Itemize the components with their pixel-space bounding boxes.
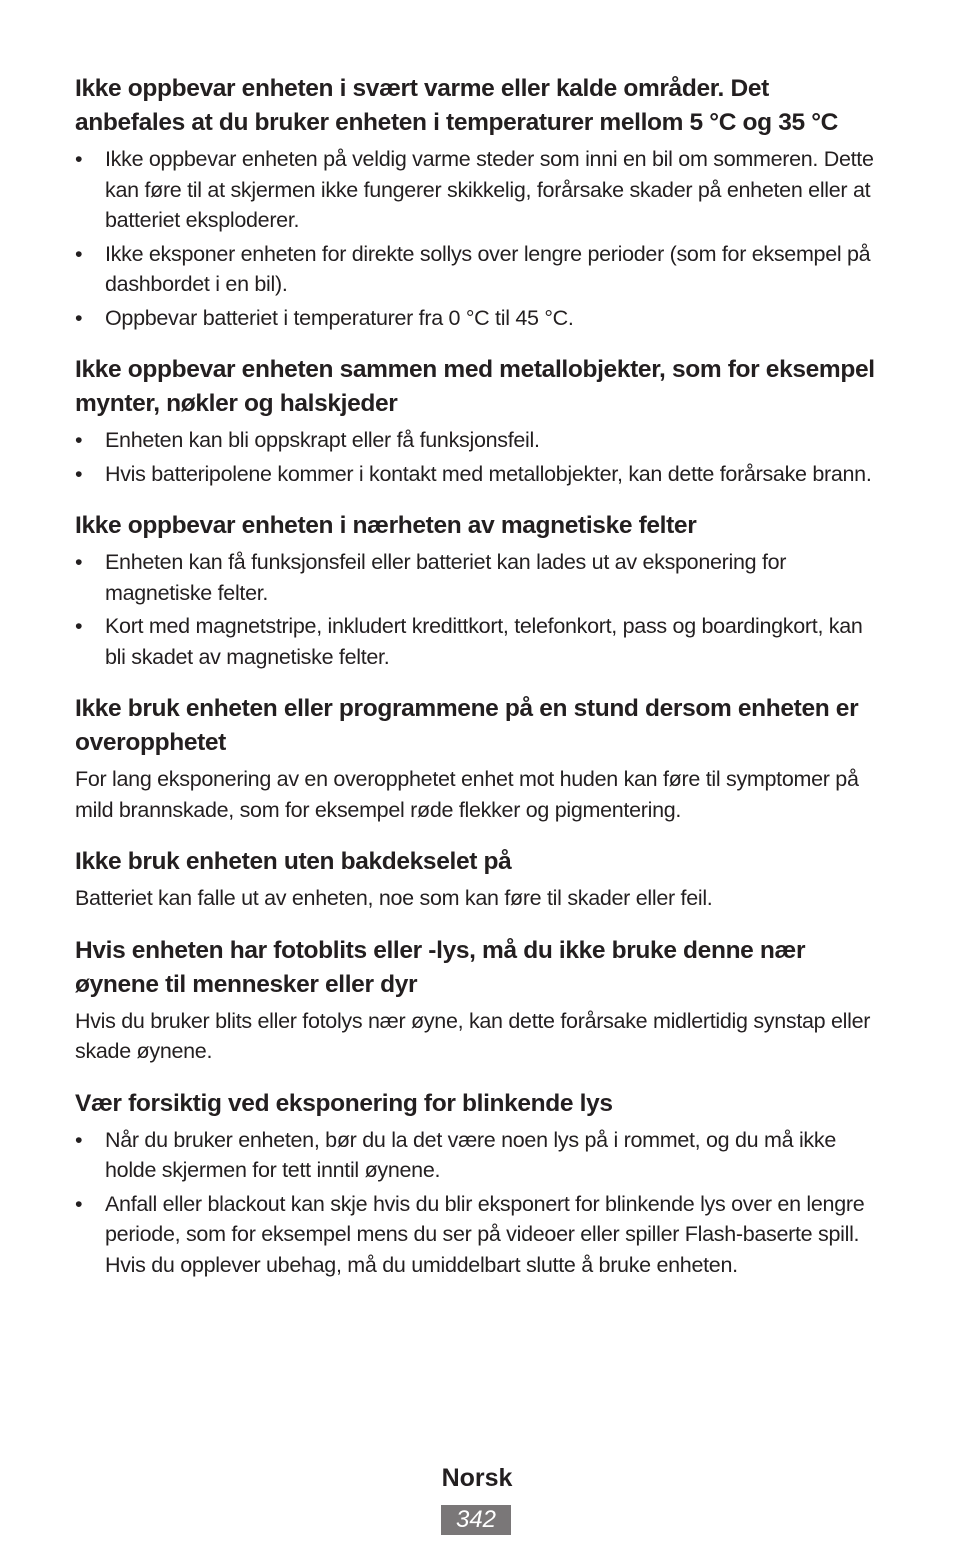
section-flash <box>75 934 875 1067</box>
section-body: Hvis du bruker blits eller fotolys nær øyne, kan dette forårsake midlertidig synstap eller skade øynene. <box>75 1008 871 1063</box>
list-item: • Anfall eller blackout kan skje hvis du blir eksponert for blinkende lys over en lengre periode, som for eksempel mens du ser på videoer eller spiller Flash-baserte spill. Hvis du opplever ubehag, må du umiddelbart slutte å bruke enheten. <box>75 1189 875 1281</box>
bullet-list <box>75 425 875 489</box>
bullet-icon: • <box>75 147 83 171</box>
bullet-list <box>75 144 875 333</box>
section-back-cover <box>75 845 875 914</box>
list-item: • Oppbevar batteriet i temperaturer fra 0 °C til 45 °C. <box>75 303 875 334</box>
bullet-icon: • <box>75 1191 83 1216</box>
section-temperature <box>75 72 875 333</box>
document-body <box>75 72 875 1283</box>
page-number-badge: 342 <box>441 1505 511 1535</box>
section-heading: Ikke oppbevar enheten sammen med metallobjekter, som for eksempel mynter, nøkler og halskjeder <box>75 356 875 417</box>
list-item: • Enheten kan få funksjonsfeil eller batteriet kan lades ut av eksponering for magnetiske felter. <box>75 547 875 608</box>
section-body: Batteriet kan falle ut av enheten, noe som kan føre til skader eller feil. <box>75 886 713 910</box>
list-item: • Når du bruker enheten, bør du la det være noen lys på i rommet, og du må ikke holde skjermen for tett inntil øynene. <box>75 1125 875 1186</box>
section-heading: Ikke bruk enheten uten bakdekselet på <box>75 848 512 875</box>
list-item: • Enheten kan bli oppskrapt eller få funksjonsfeil. <box>75 425 875 456</box>
section-heading: Hvis enheten har fotoblits eller -lys, må du ikke bruke denne nær øynene til mennesker eller dyr <box>75 936 806 998</box>
bullet-list <box>75 1125 875 1281</box>
bullet-icon: • <box>75 614 83 638</box>
bullet-icon: • <box>75 428 83 452</box>
bullet-icon: • <box>75 1127 83 1152</box>
list-item: • Hvis batteripolene kommer i kontakt med metallobjekter, kan dette forårsake brann. <box>75 459 875 490</box>
section-heading: Ikke bruk enheten eller programmene på en stund dersom enheten er overopphetet <box>75 695 859 756</box>
footer-language: Norsk <box>441 1464 513 1492</box>
section-blinking-lights <box>75 1087 875 1281</box>
bullet-icon: • <box>75 550 83 574</box>
section-magnetic-fields <box>75 509 875 672</box>
bullet-icon: • <box>75 461 83 486</box>
bullet-icon: • <box>75 241 83 266</box>
section-heading: Ikke oppbevar enheten i nærheten av magnetiske felter <box>75 512 697 539</box>
section-metal-objects <box>75 353 875 489</box>
bullet-list <box>75 547 875 672</box>
section-heading: Ikke oppbevar enheten i svært varme eller kalde områder. Det anbefales at du bruker enheten i temperaturer mellom 5 °C og 35 °C <box>75 75 839 136</box>
list-item: • Ikke eksponer enheten for direkte sollys over lengre perioder (som for eksempel på dashbordet i en bil). <box>75 239 875 300</box>
list-item: • Kort med magnetstripe, inkludert kredittkort, telefonkort, pass og boardingkort, kan bli skadet av magnetiske felter. <box>75 611 875 672</box>
section-heading: Vær forsiktig ved eksponering for blinkende lys <box>75 1089 613 1117</box>
section-body: For lang eksponering av en overopphetet enhet mot huden kan føre til symptomer på mild brannskade, som for eksempel røde flekker og pigmentering. <box>75 767 859 822</box>
list-item: • Ikke oppbevar enheten på veldig varme steder som inni en bil om sommeren. Dette kan føre til at skjermen ikke fungerer skikkelig, forårsake skader på enheten eller at batteriet eksploderer. <box>75 144 875 236</box>
bullet-icon: • <box>75 305 83 330</box>
section-overheated <box>75 692 875 825</box>
